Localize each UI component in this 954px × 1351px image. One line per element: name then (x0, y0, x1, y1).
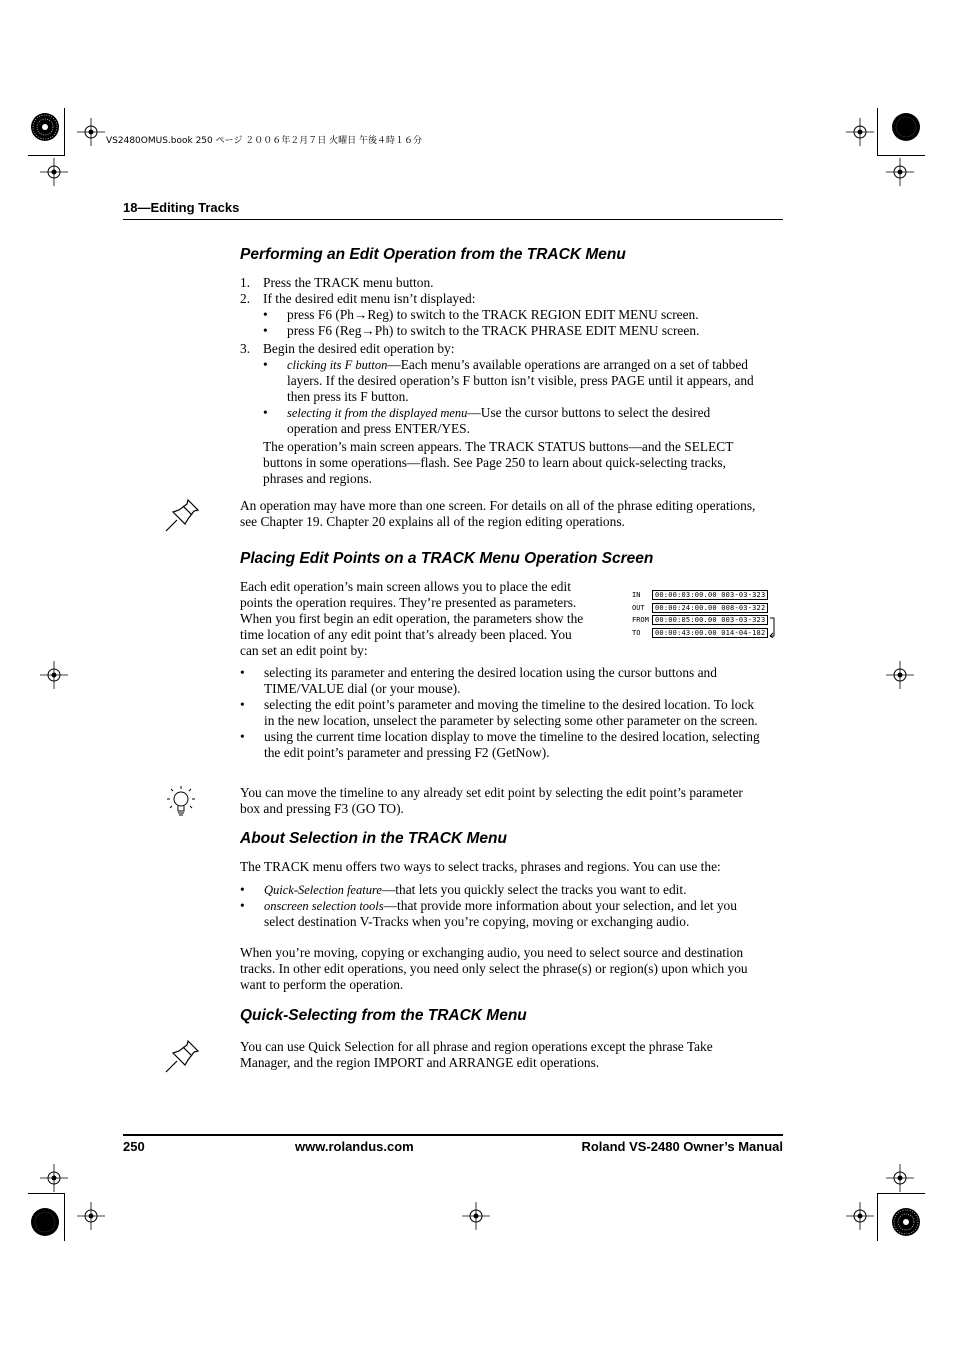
pushpin-note-icon (163, 1038, 201, 1074)
lightbulb-tip-icon (165, 784, 197, 820)
step-1: 1. Press the TRACK menu button. (240, 275, 434, 290)
footer-rule (123, 1134, 783, 1136)
step-3: 3. Begin the desired edit operation by: • clicking its F button—Each menu’s available operations are arranged on a set of tabbed layers. If the desired operation’s F button isn’t visible, press PAGE until it appears, and then press its F button. • selecting it from the displayed menu—Use the cursor buttons to select the desired operation and press ENTER/YES. The operation’s main screen appears. The TRACK STATUS buttons—and the SELECT buttons in some operations—flash. See Page 250 to learn about quick-selecting tracks, phrases and regions. (240, 341, 760, 487)
bullet-item: • Quick-Selection feature—that lets you quickly select the tracks you want to edit. (240, 882, 687, 897)
tip-text: You can move the timeline to any already set edit point by selecting the edit point’s parameter box and pressing F3 (GO TO). (240, 785, 743, 816)
bullet-item: • selecting it from the displayed menu—Use the cursor buttons to select the desired operation and press ENTER/YES. (263, 405, 711, 436)
section-heading: Quick-Selecting from the TRACK Menu (240, 1007, 527, 1024)
print-header: VS2480OMUS.book 250 ページ ２００６年２月７日 火曜日 午後４時１６分 (106, 136, 423, 146)
lcd-row-out[interactable]: OUT 00:00:24:00.00 008-03-322 (632, 603, 768, 613)
page-number: 250 (123, 1139, 145, 1154)
paragraph: The operation’s main screen appears. The TRACK STATUS buttons—and the SELECT buttons in some operations—flash. See Page 250 to learn about quick-selecting tracks, phrases and regions. (263, 439, 734, 486)
bullets-block (240, 665, 760, 761)
header-rule (123, 219, 783, 220)
steps-block (240, 275, 760, 487)
bullet-item: • press F6 (Reg→Ph) to switch to the TRACK PHRASE EDIT MENU screen. (263, 323, 700, 338)
section-heading: Placing Edit Points on a TRACK Menu Operation Screen (240, 550, 654, 567)
lcd-row-to[interactable]: TO 00:00:43:00.00 014-04-182 (632, 628, 768, 638)
bullet-item: • selecting its parameter and entering the desired location using the cursor buttons and TIME/VALUE dial (or your mouse). (240, 665, 717, 696)
note-text: You can use Quick Selection for all phrase and region operations except the phrase Take Manager, and the region IMPORT and ARRANGE edit operations. (240, 1039, 713, 1070)
edit-points-lcd (632, 590, 778, 640)
section-heading: About Selection in the TRACK Menu (240, 830, 507, 847)
paragraph: Each edit operation’s main screen allows you to place the edit points the operation requires. They’re presented as parameters. When you first begin an edit operation, the parameters show the time location of any edit point that’s already been placed. You can set an edit point by: (240, 579, 584, 658)
bullet-item: • onscreen selection tools—that provide more information about your selection, and let you select destination V-Tracks when you’re copying, moving or exchanging audio. (240, 898, 737, 929)
paragraph: When you’re moving, copying or exchanging audio, you need to select source and destination tracks. In other edit operations, you need only select the phrase(s) or region(s) upon which you want to perform the operation. (240, 945, 748, 992)
footer-manual-title: Roland VS-2480 Owner’s Manual (581, 1139, 783, 1154)
section-heading: Performing an Edit Operation from the TRACK Menu (240, 246, 626, 263)
lcd-row-from[interactable]: FROM 00:00:05:00.00 003-03-323 (632, 615, 768, 625)
step-2: 2. If the desired edit menu isn’t displayed: • press F6 (Ph→Reg) to switch to the TRACK REGION EDIT MENU screen. • press F6 (Reg→Ph) to switch to the TRACK PHRASE EDIT MENU screen. (240, 291, 760, 339)
bullet-item: • using the current time location display to move the timeline to the desired location, selecting the edit point’s parameter and pressing F2 (GetNow). (240, 729, 760, 760)
note-text: An operation may have more than one screen. For details on all of the phrase editing operations, see Chapter 19. Chapter 20 explains all of the region editing operations. (240, 498, 756, 529)
lcd-row-in[interactable]: IN 00:00:03:00.00 003-03-323 (632, 590, 768, 600)
paragraph: The TRACK menu offers two ways to select tracks, phrases and regions. You can use the: (240, 859, 721, 874)
bullet-item: • selecting the edit point’s parameter and moving the timeline to the desired location. To lock in the new location, unselect the parameter by selecting some other parameter on the screen. (240, 697, 758, 728)
lcd-bracket (769, 594, 779, 638)
bullets-block (240, 882, 760, 930)
pushpin-note-icon (163, 497, 201, 533)
registration-sun-icon (31, 113, 59, 141)
bullet-item: • press F6 (Ph→Reg) to switch to the TRACK REGION EDIT MENU screen. (263, 307, 699, 322)
running-head: 18—Editing Tracks (123, 200, 240, 215)
footer-url[interactable]: www.rolandus.com (295, 1139, 414, 1154)
bullet-item: • clicking its F button—Each menu’s available operations are arranged on a set of tabbed layers. If the desired operation’s F button isn’t visible, press PAGE until it appears, and then press its F button. (263, 357, 754, 404)
